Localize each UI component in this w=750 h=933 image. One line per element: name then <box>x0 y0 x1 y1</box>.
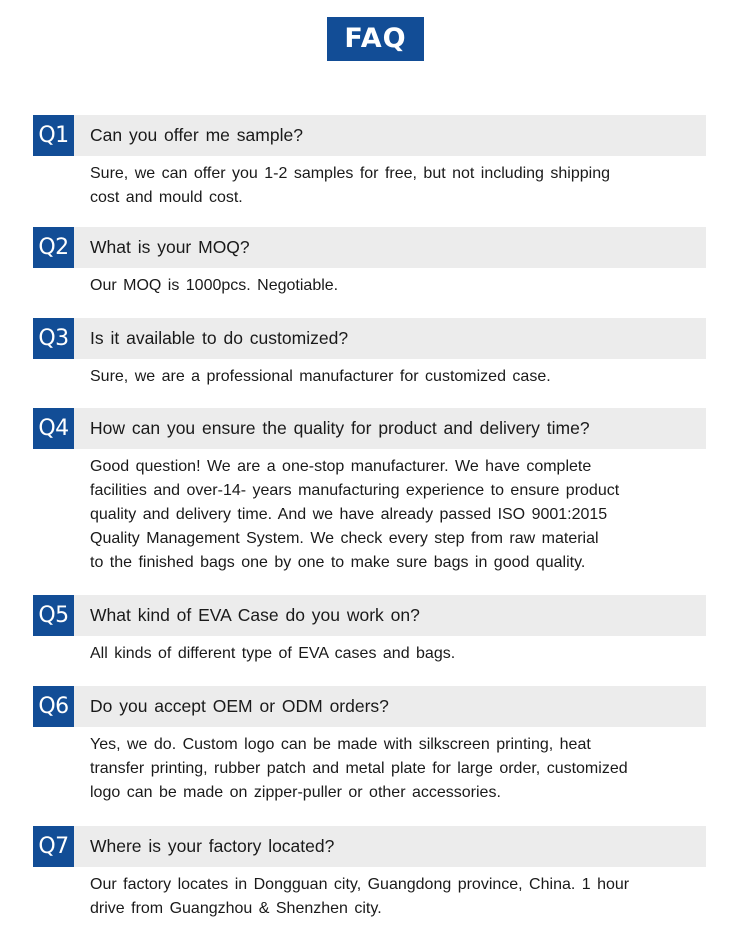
answer-text: All kinds of different type of EVA cases and bags. <box>90 645 456 662</box>
question-number-badge: Q3 <box>33 318 74 359</box>
answer-text: Yes, we do. Custom logo can be made with silkscreen printing, heat transfer printing, rubber patch and metal plate for large order, customized logo can be made on zipper-puller or other accessories. <box>90 736 628 801</box>
faq-item-q3 <box>33 318 706 389</box>
faq-item-q2 <box>33 227 706 298</box>
question-number-badge: Q6 <box>33 686 74 727</box>
answer-text: Sure, we are a professional manufacturer for customized case. <box>90 368 551 385</box>
faq-item-q1 <box>33 115 706 210</box>
question-text: What is your MOQ? <box>90 237 250 257</box>
page-title: FAQ <box>327 17 424 61</box>
question-text: Can you offer me sample? <box>90 125 303 145</box>
question-bar <box>33 318 706 359</box>
question-number-badge: Q7 <box>33 826 74 867</box>
question-number-badge: Q5 <box>33 595 74 636</box>
question-bar <box>33 408 706 449</box>
question-text: Where is your factory located? <box>90 836 335 856</box>
question-text: What kind of EVA Case do you work on? <box>90 605 420 625</box>
question-bar <box>33 227 706 268</box>
answer-text: Our MOQ is 1000pcs. Negotiable. <box>90 277 339 294</box>
question-number-badge: Q1 <box>33 115 74 156</box>
faq-item-q4 <box>33 408 706 575</box>
question-text: Do you accept OEM or ODM orders? <box>90 696 389 716</box>
question-bar <box>33 686 706 727</box>
faq-item-q5 <box>33 595 706 666</box>
question-number-badge: Q2 <box>33 227 74 268</box>
question-bar <box>33 826 706 867</box>
question-text: How can you ensure the quality for product and delivery time? <box>90 418 590 438</box>
question-number-badge: Q4 <box>33 408 74 449</box>
faq-item-q7 <box>33 826 706 921</box>
answer-text: Sure, we can offer you 1-2 samples for free, but not including shipping cost and mould cost. <box>90 165 610 206</box>
answer-text: Our factory locates in Dongguan city, Guangdong province, China. 1 hour drive from Guangzhou & Shenzhen city. <box>90 876 630 917</box>
answer-text: Good question! We are a one-stop manufacturer. We have complete facilities and over-14- years manufacturing experience to ensure product quality and delivery time. And we have already passed ISO 9001:2015 Quality Management System. We check every step from raw material to the finished bags one by one to make sure bags in good quality. <box>90 458 620 571</box>
faq-item-q6 <box>33 686 706 805</box>
question-text: Is it available to do customized? <box>90 328 349 348</box>
question-bar <box>33 595 706 636</box>
question-bar <box>33 115 706 156</box>
